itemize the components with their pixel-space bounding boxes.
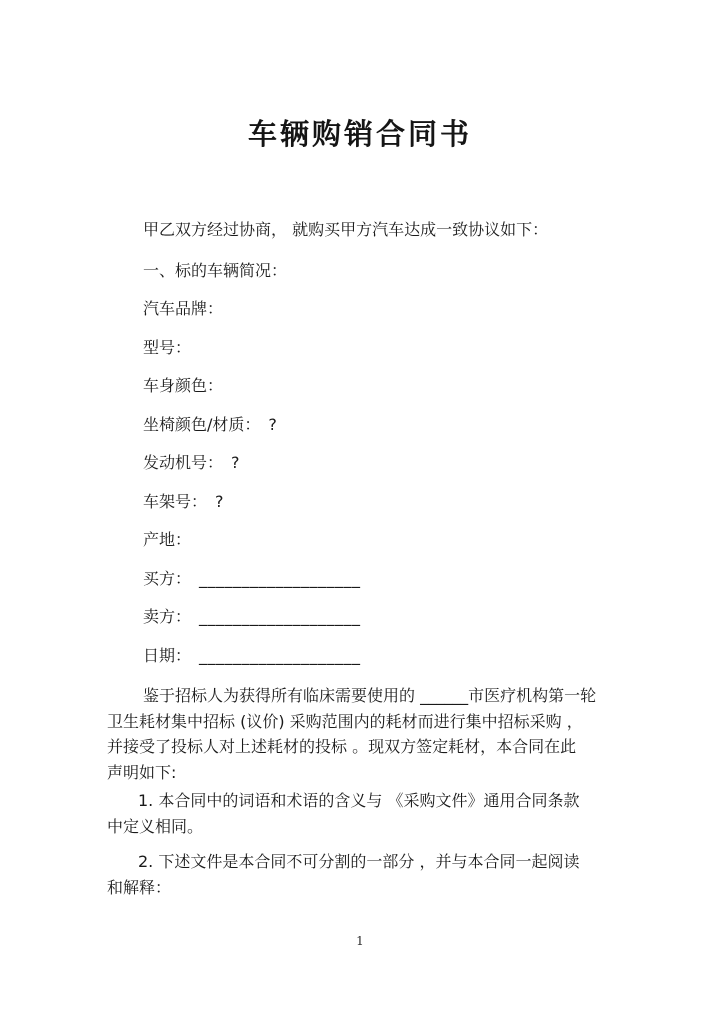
field-row-seller	[107, 604, 613, 630]
page-number: 1	[356, 934, 364, 948]
field-label: 坐椅颜色/材质：	[143, 414, 261, 434]
field-label: 车架号：	[143, 491, 208, 511]
field-label: 发动机号：	[143, 453, 224, 472]
recital-line: 声明如下:	[107, 762, 177, 782]
recital-paragraph	[107, 683, 613, 785]
document-title: 车辆购销合同书	[247, 117, 472, 151]
recital-line: 并接受了投标人对上述耗材的投标 。现双方签定耗材，本合同在此	[107, 737, 577, 756]
clause-line: 2. 下述文件是本合同不可分割的一部分 ，并与本合同一起阅读	[138, 852, 580, 871]
recital-line: 鉴于招标人为获得所有临床需要使用的 ______市医疗机构第一轮	[143, 686, 597, 705]
field-row-brand	[107, 296, 613, 322]
clause-line: 和解释：	[107, 877, 172, 897]
field-value: ?	[215, 491, 225, 511]
field-label: 汽车品牌：	[143, 299, 224, 318]
field-row-engine-number	[107, 450, 613, 476]
field-row-origin	[107, 527, 613, 553]
field-label: 买方：	[143, 568, 192, 588]
field-row-model	[107, 335, 613, 361]
clause-line: 中定义相同。	[107, 816, 204, 836]
clause-2-contract-documents	[107, 849, 613, 900]
document-body	[0, 217, 720, 900]
field-row-seat-color-material	[107, 412, 613, 438]
field-value: ?	[268, 414, 278, 434]
field-value-signature-line: ___________________	[199, 568, 361, 588]
field-row-vin	[107, 489, 613, 515]
field-value-signature-line: ___________________	[199, 607, 361, 626]
field-row-date	[107, 643, 613, 669]
intro-paragraph: 甲乙双方经过协商， 就购买甲方汽车达成一致协议如下：	[143, 220, 549, 239]
field-label: 车身颜色：	[143, 376, 224, 395]
field-label: 型号：	[143, 337, 192, 357]
clause-1-definitions	[107, 788, 613, 839]
recital-line: 卫生耗材集中招标 (议价) 采购范围内的耗材而进行集中招标采购 ，	[107, 711, 583, 731]
field-row-body-color	[107, 373, 613, 399]
field-label: 日期：	[143, 645, 192, 665]
section-heading-vehicle-overview: 一、标的车辆简况：	[143, 260, 288, 280]
field-row-buyer	[107, 566, 613, 592]
field-label: 卖方：	[143, 607, 192, 626]
field-value-signature-line: ___________________	[199, 645, 361, 665]
clause-line: 1. 本合同中的词语和术语的含义与 《采购文件》通用合同条款	[138, 791, 580, 810]
field-value: ?	[231, 453, 241, 472]
field-label: 产地：	[143, 530, 192, 549]
